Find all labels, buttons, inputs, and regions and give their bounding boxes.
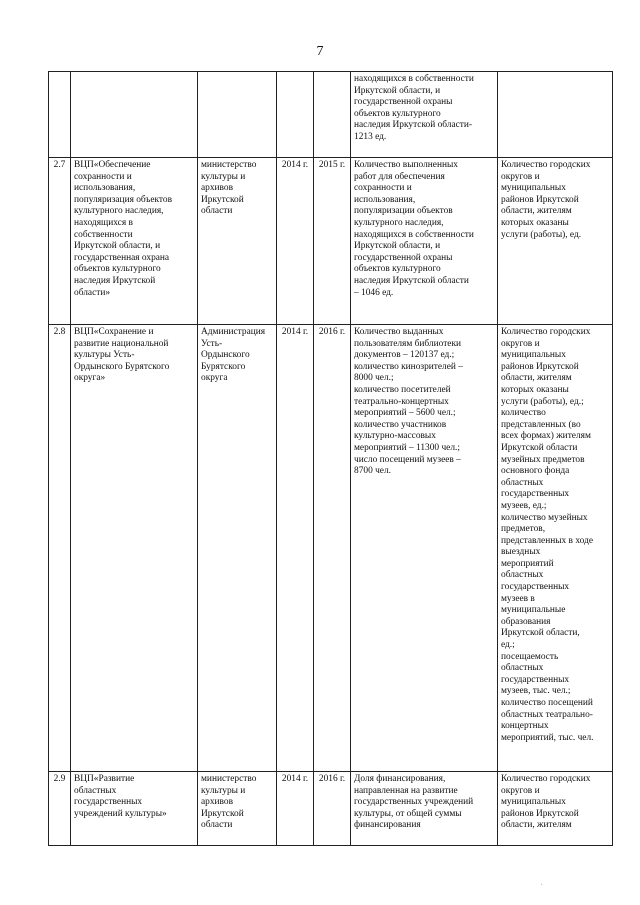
cell-line: объектов культурного	[354, 108, 441, 119]
cell-line: культуры и	[201, 171, 246, 182]
cell-line: мероприятий – 11300 чел.;	[354, 442, 460, 453]
cell-line: популяризации объектов	[354, 206, 453, 217]
cell-line: областных	[501, 663, 544, 674]
cell-line: Количество городских	[501, 774, 591, 784]
cell-line: Иркутской области, и	[74, 241, 161, 252]
cell-line: документов – 120137 ед.;	[354, 350, 455, 361]
cell-line: посещаемость	[501, 651, 559, 662]
cell-result	[498, 158, 613, 325]
cell-end: 2015 г.	[314, 158, 351, 325]
scan-mark: ·	[540, 880, 544, 891]
table-row	[49, 72, 613, 158]
cell-line: области, жителям	[501, 373, 572, 384]
cell-line: основного фонда	[501, 466, 570, 477]
cell-line: всех формах) жителям	[501, 431, 591, 442]
cell-line: 8700 чел.	[354, 466, 391, 477]
cell-line: Бурятского	[201, 361, 246, 372]
cell-line: областных	[501, 570, 544, 581]
cell-line: государственная охрана	[74, 252, 170, 263]
cell-line: находящихся в собственности	[354, 74, 474, 84]
cell-line: которых оказаны	[501, 217, 569, 228]
cell-line: районов Иркутской	[501, 194, 579, 205]
cell-line: ВЦП«Обеспечение	[74, 160, 151, 170]
cell-line: Иркутской области,	[501, 628, 580, 639]
cell-line: пользователям библиотеки	[354, 338, 462, 349]
cell-indicator	[351, 158, 498, 325]
cell-start: 2014 г.	[277, 325, 314, 772]
cell-num	[49, 72, 71, 158]
cell-line: учреждений культуры»	[74, 808, 167, 819]
cell-name	[71, 325, 198, 772]
cell-line: Усть-	[201, 338, 223, 349]
cell-line: государственных учреждений	[354, 797, 474, 808]
cell-name	[71, 772, 198, 846]
cell-line: ВЦП«Сохранение и	[74, 327, 154, 337]
cell-exec	[198, 72, 277, 158]
cell-line: области	[201, 206, 233, 217]
cell-result	[498, 72, 613, 158]
table-row	[49, 325, 613, 772]
cell-line: государственной охраны	[354, 252, 453, 263]
cell-line: услуги (работы), ед.;	[501, 396, 584, 407]
cell-line: представленных (во	[501, 419, 581, 430]
cell-line: округа	[201, 373, 228, 384]
cell-line: Количество городских	[501, 160, 591, 170]
cell-line: театрально-концертных	[354, 396, 449, 407]
cell-line: мероприятий – 5600 чел.;	[354, 408, 456, 419]
cell-line: Доля финансирования,	[354, 774, 446, 784]
cell-line: использования,	[354, 194, 416, 205]
cell-line: наследия Иркутской области	[354, 275, 469, 286]
cell-line: культуры и	[201, 785, 246, 796]
cell-exec	[198, 325, 277, 772]
table-row	[49, 158, 613, 325]
cell-line: культуры, от общей суммы	[354, 808, 462, 819]
cell-line: Иркутской области	[501, 442, 578, 453]
cell-line: образования	[501, 616, 551, 627]
cell-line: государственных	[74, 797, 143, 808]
cell-line: муниципальных	[501, 183, 566, 194]
cell-num: 2.9	[49, 772, 71, 846]
cell-exec	[198, 772, 277, 846]
cell-line: количество посещений	[501, 698, 593, 708]
cell-line: количество	[501, 408, 546, 419]
cell-line: области»	[74, 287, 111, 298]
cell-line: использования,	[74, 183, 136, 194]
cell-line: 1213 ед.	[354, 131, 387, 142]
cell-line: Количество выданных	[354, 327, 444, 337]
cell-line: музейных предметов	[501, 454, 585, 465]
cell-line: наследия Иркутской области-	[354, 120, 473, 131]
cell-line: государственных	[501, 674, 570, 685]
cell-line: министерство	[201, 774, 257, 784]
cell-line: государственной охраны	[354, 97, 453, 108]
cell-line: муниципальных	[501, 350, 566, 361]
cell-line: Иркутской	[201, 808, 244, 819]
cell-line: округов и	[501, 171, 540, 182]
cell-name	[71, 72, 198, 158]
cell-line: популяризация объектов	[74, 194, 172, 205]
cell-name	[71, 158, 198, 325]
cell-end: 2016 г.	[314, 772, 351, 846]
cell-line: области, жителям	[501, 206, 572, 217]
page-number: 7	[316, 44, 324, 59]
cell-end: 2016 г.	[314, 325, 351, 772]
cell-line: находящихся в	[74, 217, 133, 228]
cell-line: Иркутской	[201, 194, 244, 205]
cell-line: количество посетителей	[354, 384, 451, 395]
cell-line: – 1046 ед.	[354, 287, 394, 298]
cell-line: работ для обеспечения	[354, 171, 445, 182]
cell-line: культурно-массовых	[354, 431, 436, 442]
cell-line: число посещений музеев –	[354, 454, 461, 465]
cell-start	[277, 72, 314, 158]
cell-line: районов Иркутской	[501, 361, 579, 372]
cell-line: округов и	[501, 338, 540, 349]
cell-line: предметов,	[501, 524, 546, 535]
cell-line: количество участников	[354, 419, 447, 430]
cell-line: культурного наследия,	[74, 206, 164, 217]
cell-line: концертных	[501, 721, 549, 732]
cell-line: выездных	[501, 547, 541, 558]
cell-line: области	[201, 820, 233, 831]
cell-line: музеев в	[501, 593, 535, 604]
cell-line: Количество городских	[501, 327, 591, 337]
cell-line: муниципальных	[501, 797, 566, 808]
cell-line: ед.;	[501, 640, 515, 651]
cell-line: объектов культурного	[354, 264, 441, 275]
cell-line: собственности	[74, 229, 133, 240]
cell-line: мероприятий, тыс. чел.	[501, 732, 594, 743]
cell-line: музеев, ед.;	[501, 500, 547, 511]
cell-line: Иркутской области, и	[354, 241, 441, 252]
cell-line: которых оказаны	[501, 384, 569, 395]
cell-line: областных	[74, 785, 117, 796]
cell-line: представленных в ходе	[501, 535, 594, 546]
cell-line: Иркутской области, и	[354, 85, 441, 96]
cell-result	[498, 772, 613, 846]
cell-line: объектов культурного	[74, 264, 161, 275]
cell-line: области, жителям	[501, 820, 572, 831]
cell-line: ВЦП«Развитие	[74, 774, 135, 784]
cell-exec	[198, 158, 277, 325]
cell-line: архивов	[201, 183, 234, 194]
cell-result	[498, 325, 613, 772]
cell-line: округа»	[74, 373, 106, 384]
cell-line: государственных	[501, 489, 570, 500]
cell-num: 2.8	[49, 325, 71, 772]
cell-start: 2014 г.	[277, 772, 314, 846]
cell-line: муниципальные	[501, 605, 566, 616]
table-row	[49, 772, 613, 846]
cell-line: культурного наследия,	[354, 217, 444, 228]
cell-line: наследия Иркутской	[74, 275, 156, 286]
cell-line: областных театрально-	[501, 709, 593, 720]
cell-line: музеев, тыс. чел.;	[501, 686, 571, 697]
cell-line: сохранности и	[354, 183, 412, 194]
cell-line: направленная на развитие	[354, 785, 458, 796]
cell-start: 2014 г.	[277, 158, 314, 325]
cell-num: 2.7	[49, 158, 71, 325]
cell-line: количество музейных	[501, 512, 588, 523]
cell-line: 8000 чел.;	[354, 373, 394, 384]
cell-line: Количество выполненных	[354, 160, 458, 170]
cell-line: мероприятий	[501, 558, 554, 569]
programs-table	[48, 71, 613, 846]
cell-indicator	[351, 325, 498, 772]
cell-line: развитие национальной	[74, 338, 169, 349]
cell-line: Администрация	[201, 327, 266, 337]
cell-line: округов и	[501, 785, 540, 796]
cell-indicator	[351, 72, 498, 158]
cell-indicator	[351, 772, 498, 846]
cell-line: культуры Усть-	[74, 350, 135, 361]
cell-line: архивов	[201, 797, 234, 808]
cell-line: государственных	[501, 582, 570, 593]
cell-line: услуги (работы), ед.	[501, 229, 582, 240]
cell-line: Ордынского	[201, 350, 250, 361]
cell-end	[314, 72, 351, 158]
cell-line: районов Иркутской	[501, 808, 579, 819]
cell-line: Ордынского Бурятского	[74, 361, 170, 372]
cell-line: министерство	[201, 160, 257, 170]
cell-line: финансирования	[354, 820, 421, 831]
cell-line: количество кинозрителей –	[354, 361, 463, 372]
cell-line: находящихся в собственности	[354, 229, 474, 240]
cell-line: областных	[501, 477, 544, 488]
cell-line: сохранности и	[74, 171, 132, 182]
